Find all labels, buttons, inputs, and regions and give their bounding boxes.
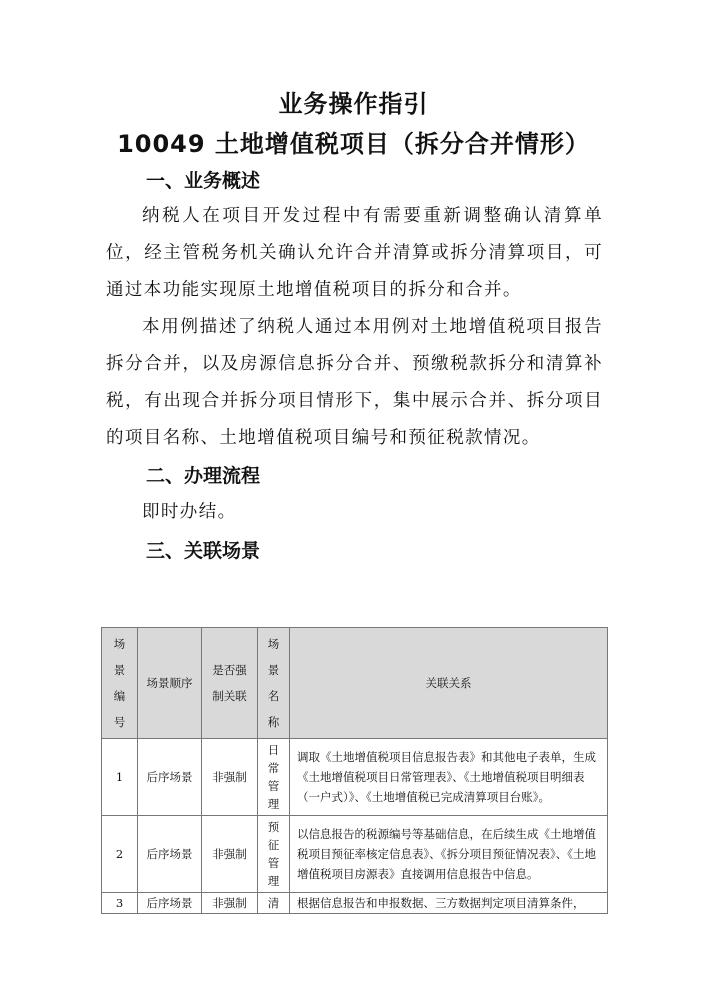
- header-forced-link: 是否强制关联: [202, 628, 258, 739]
- process-paragraph: 即时办结。: [142, 502, 237, 522]
- cell-scene-number: 1: [102, 739, 138, 816]
- table-row: [102, 816, 608, 893]
- header-scene-name: 场景名称: [258, 628, 290, 739]
- cell-forced-link: 非强制: [202, 893, 258, 914]
- cell-scene-number: 2: [102, 816, 138, 893]
- header-scene-order: 场景顺序: [138, 628, 202, 739]
- section-heading-process: 二、办理流程: [146, 465, 261, 487]
- section-heading-overview: 一、业务概述: [146, 170, 261, 192]
- overview-paragraph-1: 纳税人在项目开发过程中有需要重新调整确认清算单位，经主管税务机关确认允许合并清算或拆分清算项目，可通过本功能实现原土地增值税项目的拆分和合并。: [106, 206, 603, 300]
- cell-scene-number: 3: [102, 893, 138, 914]
- cell-scene-order: 后序场景: [138, 893, 202, 914]
- cell-scene-name: 日常管理: [258, 739, 290, 816]
- cell-forced-link: 非强制: [202, 816, 258, 893]
- table-row: [102, 893, 608, 914]
- cell-relation: 以信息报告的税源编号等基础信息，在后续生成《土地增值税项目预征率核定信息表》、《拆分项目预征情况表》、《土地增值税项目房源表》直接调用信息报告中信息。: [290, 816, 608, 893]
- table-row: [102, 739, 608, 816]
- table-header-row: [102, 628, 608, 739]
- cell-relation: 调取《土地增值税项目信息报告表》和其他电子表单，生成《土地增值税项目日常管理表》、《土地增值税项目明细表（一户式）》、《土地增值税已完成清算项目台账》。: [290, 739, 608, 816]
- overview-paragraph-2: 本用例描述了纳税人通过本用例对土地增值税项目报告拆分合并，以及房源信息拆分合并、预缴税款拆分和清算补税，有出现合并拆分项目情形下，集中展示合并、拆分项目的项目名称、土地增值税项目编号和预征税款情况。: [106, 317, 603, 448]
- header-relation: 关联关系: [290, 628, 608, 739]
- cell-relation: 根据信息报告和申报数据、三方数据判定项目清算条件，: [290, 893, 608, 914]
- section-heading-related-scenes: 三、关联场景: [146, 540, 261, 562]
- cell-scene-order: 后序场景: [138, 739, 202, 816]
- page-title: 业务操作指引: [278, 90, 429, 118]
- related-scenes-table: [101, 627, 608, 914]
- cell-scene-name: 清: [258, 893, 290, 914]
- page-subtitle: 10049 土地增值税项目（拆分合并情形）: [117, 130, 590, 158]
- cell-forced-link: 非强制: [202, 739, 258, 816]
- cell-scene-order: 后序场景: [138, 816, 202, 893]
- cell-scene-name: 预征管理: [258, 816, 290, 893]
- header-scene-number: 场景编号: [102, 628, 138, 739]
